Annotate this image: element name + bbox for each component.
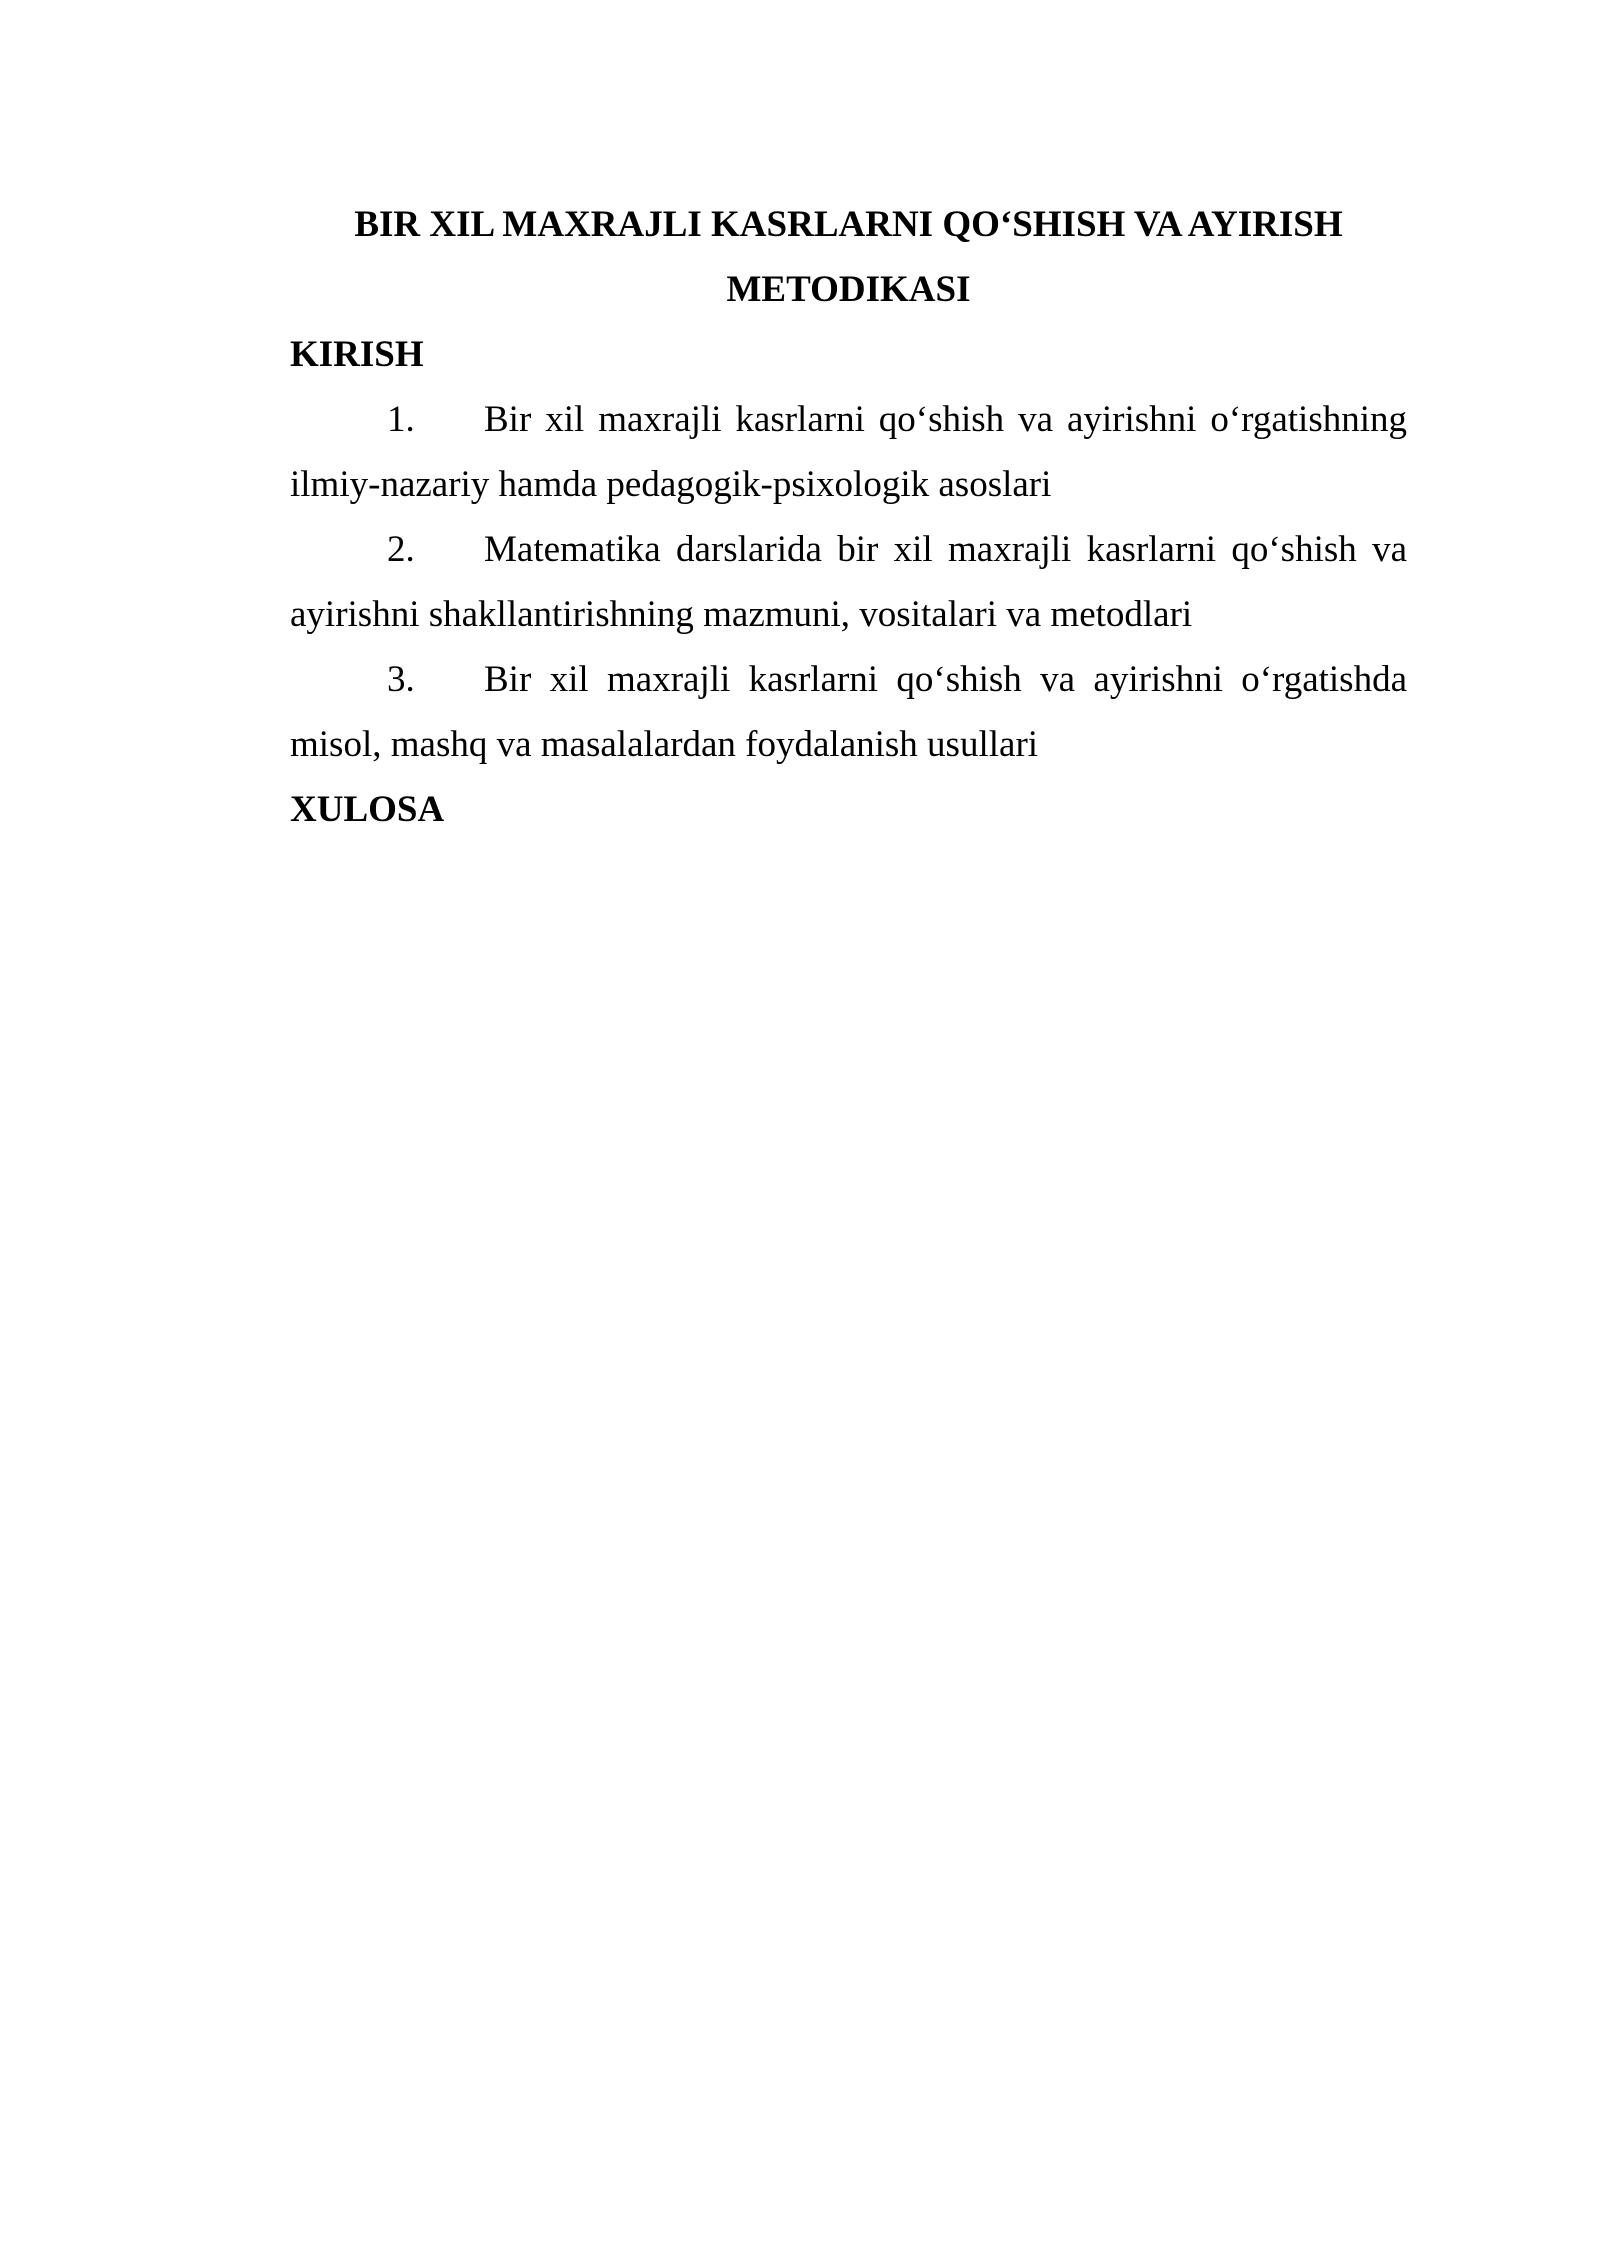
intro-heading: KIRISH	[290, 334, 424, 375]
list-item-number: 2.	[387, 529, 415, 570]
list-item-text: Matematika darslarida bir xil maxrajli kasrlarni qo‘shish va ayirishni shakllantirishning mazmuni, vositalari va metodlari	[290, 529, 1407, 635]
list-item-text: Bir xil maxrajli kasrlarni qo‘shish va ayirishni o‘rgatishda misol, mashq va masalalardan foydalanish usullari	[290, 659, 1407, 765]
list-item	[290, 517, 1407, 647]
title-line-2: METODIKASI	[726, 269, 971, 310]
list-item-text: Bir xil maxrajli kasrlarni qo‘shish va ayirishni o‘rgatishning ilmiy-nazariy hamda pedagogik-psixologik asoslari	[290, 399, 1407, 505]
document-title	[290, 192, 1407, 322]
list-item	[290, 647, 1407, 777]
title-line-1: BIR XIL MAXRAJLI KASRLARNI QO‘SHISH VA AYIRISH	[354, 204, 1343, 245]
list-item	[290, 387, 1407, 517]
list-item-number: 3.	[387, 659, 415, 700]
list-item-number: 1.	[387, 399, 415, 440]
conclusion-heading: XULOSA	[290, 789, 445, 830]
document-content	[290, 192, 1407, 842]
